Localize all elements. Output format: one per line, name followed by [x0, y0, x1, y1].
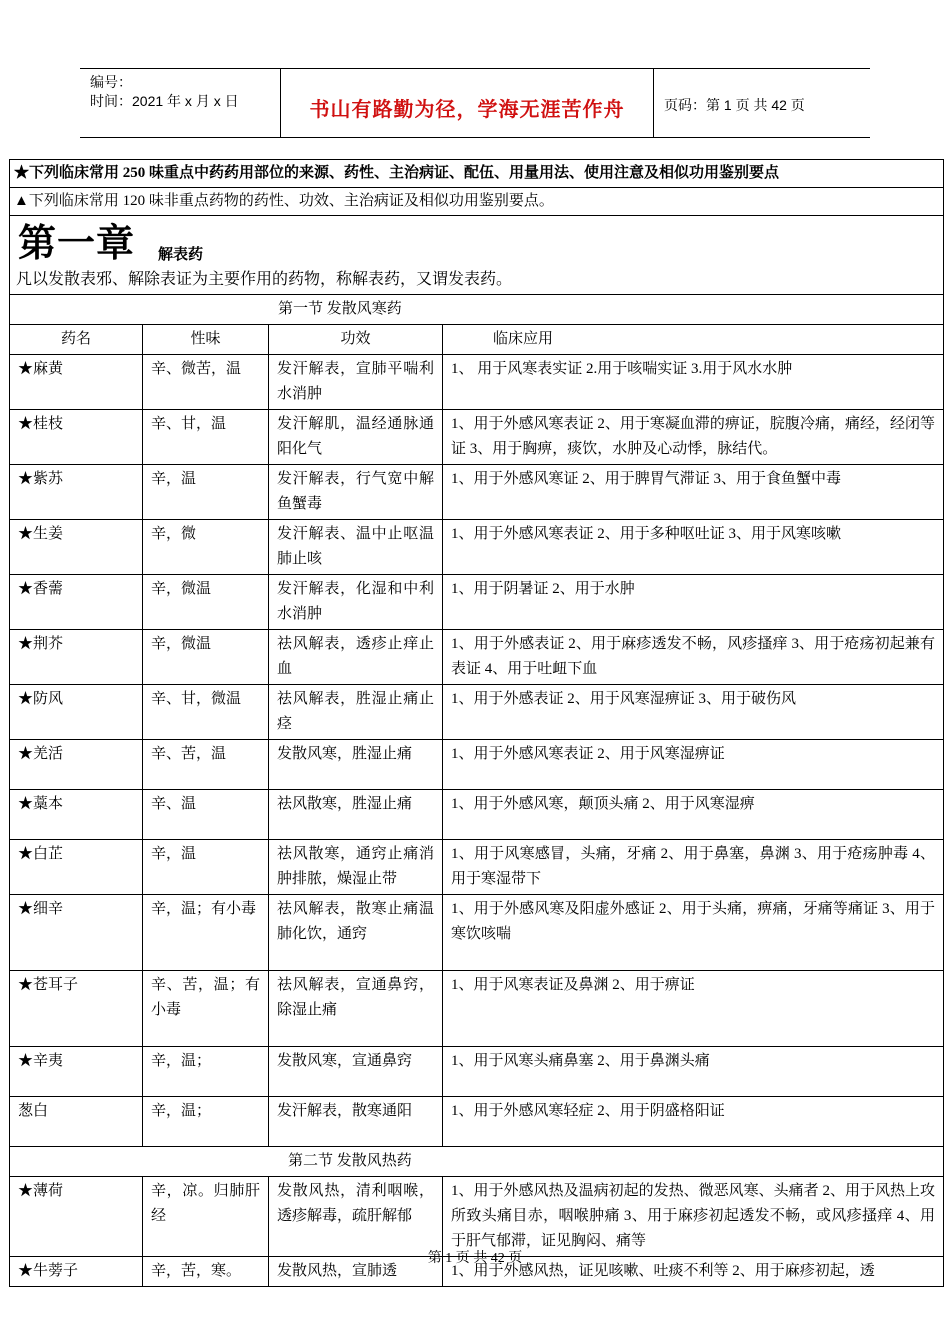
section-title: 第二节 发散风热药 [10, 1147, 944, 1177]
herb-row [10, 895, 944, 971]
herb-nature: 辛，苦，寒。 [143, 1257, 269, 1287]
herb-name: ★藁本 [10, 790, 143, 840]
herb-name: 葱白 [10, 1097, 143, 1147]
herb-nature: 辛、甘，微温 [143, 685, 269, 740]
key-herbs-note: ★下列临床常用 250 味重点中药药用部位的来源、药性、主治病证、配伍、用量用法、使用注意及相似功用鉴别要点 [10, 160, 944, 188]
herb-use: 1、用于外感风热，证见咳嗽、吐痰不利等 2、用于麻疹初起，透 [443, 1257, 944, 1287]
section-title: 第一节 发散风寒药 [10, 295, 944, 325]
herb-nature: 辛，温； [143, 1097, 269, 1147]
herb-name: ★生姜 [10, 520, 143, 575]
herb-use: 1、用于外感风寒表证 2、用于风寒湿痹证 [443, 740, 944, 790]
herb-table [9, 159, 944, 1287]
herb-nature: 辛、微苦，温 [143, 355, 269, 410]
page-header [80, 68, 870, 138]
herb-nature: 辛，微 [143, 520, 269, 575]
herb-name: ★羌活 [10, 740, 143, 790]
herb-row [10, 1097, 944, 1147]
column-header-row [10, 325, 944, 355]
herb-effect: 祛风解表，透疹止痒止血 [269, 630, 443, 685]
herb-name: ★紫苏 [10, 465, 143, 520]
herb-name: ★苍耳子 [10, 971, 143, 1047]
herb-row [10, 1177, 944, 1257]
herb-use: 1、用于外感风寒，颠顶头痛 2、用于风寒湿痹 [443, 790, 944, 840]
herb-effect: 发汗解肌，温经通脉通阳化气 [269, 410, 443, 465]
serial-label: 编号： [90, 74, 132, 90]
herb-name: ★麻黄 [10, 355, 143, 410]
herb-use: 1、用于外感表证 2、用于风寒湿痹证 3、用于破伤风 [443, 685, 944, 740]
herb-row [10, 465, 944, 520]
herb-effect: 祛风散寒，通窍止痛消肿排脓，燥湿止带 [269, 840, 443, 895]
herb-row [10, 685, 944, 740]
chapter-subtitle: 解表药 [158, 246, 204, 263]
herb-name: ★细辛 [10, 895, 143, 971]
herb-name: ★桂枝 [10, 410, 143, 465]
herb-name: ★荆芥 [10, 630, 143, 685]
herb-effect: 发散风热，清利咽喉，透疹解毒，疏肝解郁 [269, 1177, 443, 1257]
section-2-header [10, 1147, 944, 1177]
herb-use: 1、用于外感风热及温病初起的发热、微恶风寒、头痛者 2、用于风热上攻所致头痛目赤，咽喉肿痛 3、用于麻疹初起透发不畅，或风疹搔痒 4、用于肝气郁滞，证见胸闷、痛等 [443, 1177, 944, 1257]
herb-name: ★白芷 [10, 840, 143, 895]
herb-row [10, 1047, 944, 1097]
herb-use: 1、用于外感风寒及阳虚外感证 2、用于头痛，痹痛，牙痛等痛证 3、用于寒饮咳喘 [443, 895, 944, 971]
herb-row [10, 971, 944, 1047]
herb-use: 1、用于外感风寒表证 2、用于多种呕吐证 3、用于风寒咳嗽 [443, 520, 944, 575]
herb-use: 1、用于外感风寒证 2、用于脾胃气滞证 3、用于食鱼蟹中毒 [443, 465, 944, 520]
herb-effect: 发散风寒，宣通鼻窍 [269, 1047, 443, 1097]
herb-effect: 发汗解表，宣肺平喘利水消肿 [269, 355, 443, 410]
herb-name: ★辛夷 [10, 1047, 143, 1097]
col-header-use: 临床应用 [443, 325, 944, 355]
herb-nature: 辛，温；有小毒 [143, 895, 269, 971]
section-1-header [10, 295, 944, 325]
chapter-block [10, 216, 944, 295]
herb-row [10, 630, 944, 685]
herb-use: 1、用于外感风寒表证 2、用于寒凝血滞的痹证，脘腹冷痛，痛经，经闭等证 3、用于胸痹，痰饮，水肿及心动悸，脉结代。 [443, 410, 944, 465]
herb-use: 1、用于风寒感冒，头痛，牙痛 2、用于鼻塞，鼻渊 3、用于疮疡肿毒 4、用于寒湿带下 [443, 840, 944, 895]
col-header-nature: 性味 [143, 325, 269, 355]
herb-effect: 祛风散寒，胜湿止痛 [269, 790, 443, 840]
herb-nature: 辛、苦，温；有小毒 [143, 971, 269, 1047]
header-page-cell [654, 69, 870, 137]
herb-nature: 辛、温 [143, 790, 269, 840]
herb-effect: 发散风寒，胜湿止痛 [269, 740, 443, 790]
herb-effect: 祛风解表，宣通鼻窍，除湿止痛 [269, 971, 443, 1047]
herb-nature: 辛，温 [143, 840, 269, 895]
herb-effect: 发汗解表，行气宽中解鱼蟹毒 [269, 465, 443, 520]
herb-effect: 发汗解表，散寒通阳 [269, 1097, 443, 1147]
herb-effect: 祛风解表，散寒止痛温肺化饮，通窍 [269, 895, 443, 971]
herb-row [10, 575, 944, 630]
page-footer: 第 1 页 共 42 页 [427, 1251, 523, 1266]
time-label: 时间：2021 年 x 月 x 日 [90, 93, 239, 109]
herb-use: 1、 用于风寒表实证 2.用于咳喘实证 3.用于风水水肿 [443, 355, 944, 410]
herb-use: 1、用于外感表证 2、用于麻疹透发不畅，风疹搔痒 3、用于疮疡初起兼有表证 4、用于吐衄下血 [443, 630, 944, 685]
chapter-intro: 凡以发散表邪、解除表证为主要作用的药物，称解表药，又谓发表药。 [16, 271, 513, 288]
herb-row [10, 520, 944, 575]
herb-use: 1、用于风寒头痛鼻塞 2、用于鼻渊头痛 [443, 1047, 944, 1097]
herb-use: 1、用于外感风寒轻症 2、用于阴盛格阳证 [443, 1097, 944, 1147]
herb-name: ★香薷 [10, 575, 143, 630]
non-key-herbs-note: ▲下列临床常用 120 味非重点药物的药性、功效、主治病证及相似功用鉴别要点。 [10, 188, 944, 216]
herb-name: ★防风 [10, 685, 143, 740]
herb-name: ★薄荷 [10, 1177, 143, 1257]
header-meta [80, 69, 281, 137]
herb-row [10, 740, 944, 790]
herb-nature: 辛，凉。归肺肝经 [143, 1177, 269, 1257]
herb-effect: 发散风热，宣肺透 [269, 1257, 443, 1287]
herb-effect: 祛风解表，胜湿止痛止痉 [269, 685, 443, 740]
herb-use: 1、用于风寒表证及鼻渊 2、用于痹证 [443, 971, 944, 1047]
herb-nature: 辛，微温 [143, 575, 269, 630]
herb-row [10, 840, 944, 895]
herb-row [10, 790, 944, 840]
document-body [9, 159, 943, 1287]
herb-row [10, 355, 944, 410]
herb-nature: 辛、甘，温 [143, 410, 269, 465]
col-header-name: 药名 [10, 325, 143, 355]
motto: 书山有路勤为径，学海无涯苦作舟 [309, 99, 625, 121]
herb-nature: 辛，温； [143, 1047, 269, 1097]
herb-nature: 辛、苦，温 [143, 740, 269, 790]
col-header-effect: 功效 [269, 325, 443, 355]
herb-nature: 辛，微温 [143, 630, 269, 685]
herb-effect: 发汗解表、温中止呕温肺止咳 [269, 520, 443, 575]
herb-row [10, 410, 944, 465]
page-label: 页码：第 1 页 共 42 页 [664, 97, 805, 113]
herb-effect: 发汗解表，化湿和中利水消肿 [269, 575, 443, 630]
chapter-title: 第一章 [18, 223, 136, 265]
herb-nature: 辛，温 [143, 465, 269, 520]
header-motto-cell [281, 69, 654, 137]
herb-use: 1、用于阴暑证 2、用于水肿 [443, 575, 944, 630]
herb-name: ★牛蒡子 [10, 1257, 143, 1287]
